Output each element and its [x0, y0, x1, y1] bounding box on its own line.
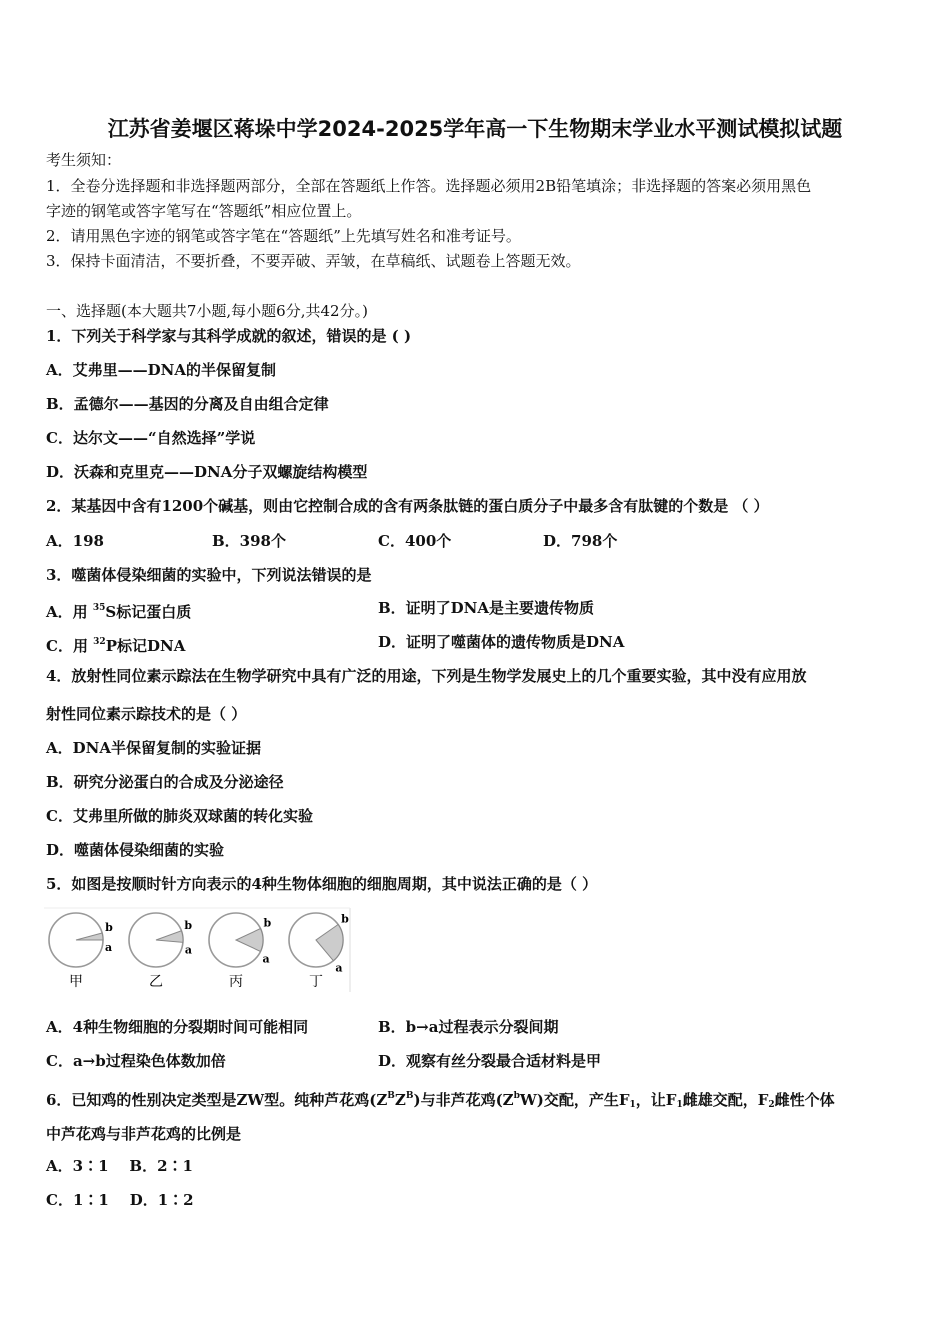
q3-option-d: D．证明了噬菌体的遗传物质是DNA	[378, 633, 625, 651]
q6-options-row: C．1∶1 D．1∶2	[46, 1191, 194, 1209]
q3-stem: 3．噬菌体侵染细菌的实验中，下列说法错误的是	[46, 566, 372, 584]
q3-option-b: B．证明了DNA是主要遗传物质	[378, 599, 595, 617]
q4-option: A．DNA半保留复制的实验证据	[46, 739, 261, 757]
organism-label: 丁	[309, 974, 323, 990]
q6-stem: 6．已知鸡的性别决定类型是ZW型。纯种芦花鸡$(Z^BZ^B)$与非芦花鸡$(Z^bW)$交配，产生$F_1$，让$F_1$雌雄交配，$F_2$雌性个体	[46, 1091, 835, 1110]
q2-option: A．198	[46, 532, 104, 550]
q4-stem: 4．放射性同位素示踪法在生物学研究中具有广泛的用途，下列是生物学发展史上的几个重要实验，其中没有应用放	[46, 667, 807, 685]
point-a-label: a	[184, 943, 193, 957]
q5-option: B．b→a过程表示分裂间期	[378, 1018, 559, 1036]
q3-option-a: A．用 $^{35}$S标记蛋白质	[46, 603, 192, 621]
q4-option: B．研究分泌蛋白的合成及分泌途径	[46, 773, 284, 791]
q1-option: A．艾弗里——DNA的半保留复制	[46, 361, 276, 379]
point-a-label: a	[262, 952, 270, 966]
point-b-label: b	[105, 921, 113, 935]
point-a-label: a	[105, 941, 113, 954]
organism-label: 甲	[69, 974, 83, 990]
q2-option: D．798个	[543, 532, 618, 550]
q1-option: D．沃森和克里克——DNA分子双螺旋结构模型	[46, 463, 368, 481]
q1-option: C．达尔文——“自然选择”学说	[46, 429, 256, 447]
q5-option: D．观察有丝分裂最合适材料是甲	[378, 1052, 602, 1070]
q4-stem-cont: 射性同位素示踪技术的是（ ）	[46, 705, 247, 723]
point-b-label: b	[184, 918, 193, 932]
notice-heading: 考生须知：	[46, 151, 122, 169]
q6-stem-cont: 中芦花鸡与非芦花鸡的比例是	[46, 1125, 242, 1143]
q5-option: C．a→b过程染色体数加倍	[46, 1052, 226, 1070]
point-b-label: b	[341, 912, 349, 926]
point-b-label: b	[263, 916, 272, 930]
q4-option: C．艾弗里所做的肺炎双球菌的转化实验	[46, 807, 313, 825]
organism-label: 丙	[229, 974, 243, 990]
q2-option: C．400个	[378, 532, 452, 550]
q3-option-c: C．用 $^{32}$P标记DNA	[46, 637, 186, 655]
cell-cycle-circle	[209, 913, 271, 990]
q6-options-row: A．3∶1 B．2∶1	[46, 1157, 193, 1175]
organism-label: 乙	[149, 974, 163, 990]
q1-option: B．孟德尔——基因的分离及自由组合定律	[46, 395, 329, 413]
section-heading: 一、选择题(本大题共7小题,每小题6分,共42分。)	[46, 302, 368, 320]
page-title: 江苏省姜堰区蒋垛中学2024-2025学年高一下生物期末学业水平测试模拟试题	[107, 117, 843, 141]
cell-cycle-circle	[129, 913, 192, 990]
q2-option: B．398个	[212, 532, 286, 550]
q5-option: A．4种生物细胞的分裂期时间可能相同	[46, 1018, 309, 1036]
q2-stem: 2．某基因中含有1200个碱基，则由它控制合成的含有两条肽链的蛋白质分子中最多含有肽键的个数是 （ ）	[46, 497, 769, 515]
notice-item: 1．全卷分选择题和非选择题两部分，全部在答题纸上作答。选择题必须用2B铅笔填涂；非选择题的答案必须用黑色	[46, 177, 812, 195]
notice-item: 3．保持卡面清洁，不要折叠，不要弄破、弄皱，在草稿纸、试题卷上答题无效。	[46, 252, 581, 270]
point-a-label: a	[335, 961, 343, 975]
cell-cycle-circle	[289, 913, 349, 990]
q4-option: D．噬菌体侵染细菌的实验	[46, 841, 225, 859]
q5-stem: 5．如图是按顺时针方向表示的4种生物体细胞的细胞周期，其中说法正确的是（ ）	[46, 875, 598, 893]
q1-stem: 1．下列关于科学家与其科学成就的叙述，错误的是 ( )	[46, 327, 412, 345]
cell-cycle-figure	[44, 906, 354, 994]
notice-item: 字迹的钢笔或答字笔写在“答题纸”相应位置上。	[46, 202, 362, 220]
notice-item: 2．请用黑色字迹的钢笔或答字笔在“答题纸”上先填写姓名和准考证号。	[46, 227, 521, 245]
cell-cycle-circle	[49, 913, 113, 990]
